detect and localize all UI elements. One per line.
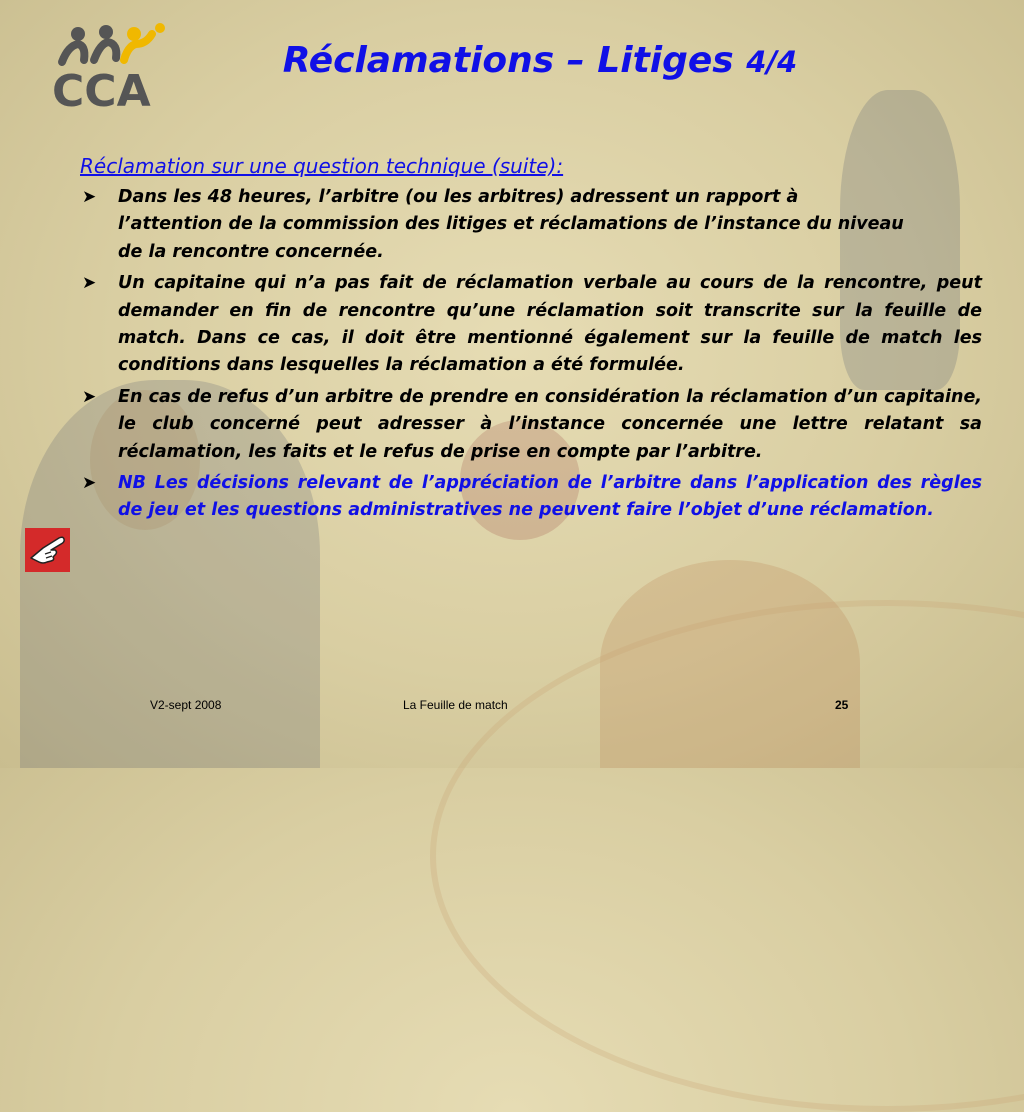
footer-title: La Feuille de match (403, 698, 508, 712)
footer-version: V2-sept 2008 (150, 698, 222, 712)
cca-logo (48, 22, 183, 112)
background-court-line (430, 600, 1024, 1112)
bullet-text: En cas de refus d’un arbitre de prendre en considération la réclamation d’un capitaine, le club concerné peut adresser à l’instance concernée une lettre relatant sa réclamation, les faits et le refus de prise en compte par l’arbitre. (118, 386, 982, 462)
arrow-bullet-icon: ➤ (82, 473, 97, 494)
list-item (80, 270, 982, 380)
slide-title-main: Réclamations – Litiges (282, 40, 734, 81)
handball-players-logo (62, 23, 165, 62)
section-subheading: Réclamation sur une question technique (suite): (80, 154, 564, 178)
bullet-list (80, 184, 982, 525)
list-item-nb (80, 470, 982, 525)
bullet-text: NB Les décisions relevant de l’appréciation de l’arbitre dans l’application des règles de jeu et les questions administratives ne peuvent faire l’objet d’une réclamation. (118, 473, 982, 521)
list-item (80, 184, 982, 266)
slide-title (200, 40, 880, 81)
bullet-text: Un capitaine qui n’a pas fait de réclamation verbale au cours de la rencontre, peut demander en fin de rencontre qu’une réclamation soit transcrite sur la feuille de match. Dans ce cas, il doit être mentionné également sur la feuille de match les conditions dans lesquelles la réclamation a été formulée. (118, 273, 982, 376)
slide-content (80, 154, 982, 529)
bullet-text: Dans les 48 heures, l’arbitre (ou les arbitres) adressent un rapport à l’attention de la commission des litiges et réclamations de l’instance du niveau de la rencontre concernée. (118, 187, 904, 262)
pointing-hand-icon (25, 528, 70, 572)
arrow-bullet-icon: ➤ (82, 386, 97, 407)
arrow-bullet-icon: ➤ (82, 187, 97, 207)
svg-text:CCA: CCA (52, 66, 151, 112)
page-number: 25 (835, 698, 849, 712)
arrow-bullet-icon: ➤ (82, 273, 97, 294)
slide-title-part: 4/4 (746, 45, 798, 79)
list-item (80, 384, 982, 466)
